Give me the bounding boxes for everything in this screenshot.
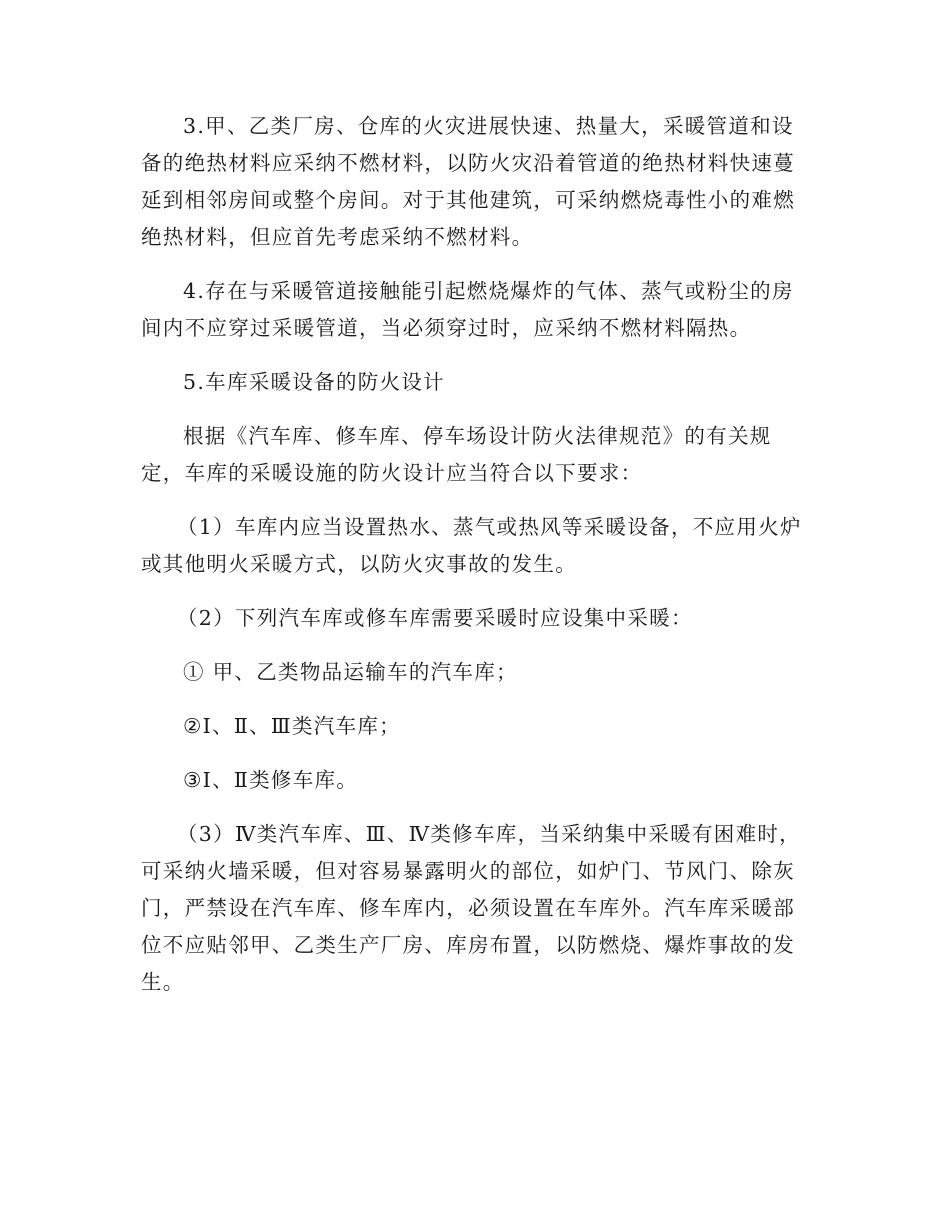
paragraph-line: 根据《汽车库、修车库、停车场设计防火法律规范》的有关规 bbox=[183, 424, 772, 448]
paragraph-line: 3.甲、乙类厂房、仓库的火灾进展快速、热量大，采暖管道和设 bbox=[183, 114, 794, 138]
paragraph-line: 备的绝热材料应采纳不燃材料，以防火灾沿着管道的绝热材料快速蔓 bbox=[141, 151, 795, 175]
paragraph-line: 定，车库的采暖设施的防火设计应当符合以下要求： bbox=[141, 461, 643, 485]
paragraph-line: （1）车库内应当设置热水、蒸气或热风等采暖设备，不应用火炉 bbox=[177, 515, 802, 539]
paragraph-regulation bbox=[141, 418, 807, 492]
section-heading-garage bbox=[141, 364, 807, 401]
paragraph-line: 绝热材料，但应首先考虑采纳不燃材料。 bbox=[141, 225, 534, 249]
paragraph-3-insulation bbox=[141, 108, 807, 256]
paragraph-line: 可采纳火墙采暖，但对容易暴露明火的部位，如炉门、节风门、除灰 bbox=[141, 859, 795, 883]
paragraph-item-2 bbox=[141, 600, 807, 637]
list-item-a bbox=[141, 654, 807, 691]
paragraph-line: 间内不应穿过采暖管道，当必须穿过时，应采纳不燃材料隔热。 bbox=[141, 316, 752, 340]
paragraph-line: 延到相邻房间或整个房间。对于其他建筑，可采纳燃烧毒性小的难燃 bbox=[141, 188, 795, 212]
paragraph-line: 位不应贴邻甲、乙类生产厂房、库房布置，以防燃烧、爆炸事故的发 bbox=[141, 933, 795, 957]
paragraph-line: 或其他明火采暖方式，以防火灾事故的发生。 bbox=[141, 552, 577, 576]
paragraph-line: （3）Ⅳ类汽车库、Ⅲ、Ⅳ类修车库，当采纳集中采暖有困难时， bbox=[177, 822, 801, 846]
paragraph-line: ②Ⅰ、Ⅱ、Ⅲ类汽车库； bbox=[183, 714, 401, 738]
paragraph-line: ① 甲、乙类物品运输车的汽车库； bbox=[183, 660, 518, 684]
heading-line: 5.车库采暖设备的防火设计 bbox=[183, 370, 445, 394]
list-item-c bbox=[141, 762, 807, 799]
paragraph-item-1 bbox=[141, 509, 807, 583]
paragraph-line: 门，严禁设在汽车库、修车库内，必须设置在车库外。汽车库采暖部 bbox=[141, 896, 795, 920]
paragraph-line: 4.存在与采暖管道接触能引起燃烧爆炸的气体、蒸气或粉尘的房 bbox=[183, 279, 794, 303]
paragraph-line: ③Ⅰ、Ⅱ类修车库。 bbox=[183, 768, 359, 792]
document-page bbox=[141, 108, 807, 1017]
paragraph-line: （2）下列汽车库或修车库需要采暖时应设集中采暖： bbox=[177, 606, 693, 630]
paragraph-item-3 bbox=[141, 816, 807, 1001]
list-item-b bbox=[141, 708, 807, 745]
paragraph-line: 生。 bbox=[141, 970, 185, 994]
paragraph-4-pipes bbox=[141, 273, 807, 347]
